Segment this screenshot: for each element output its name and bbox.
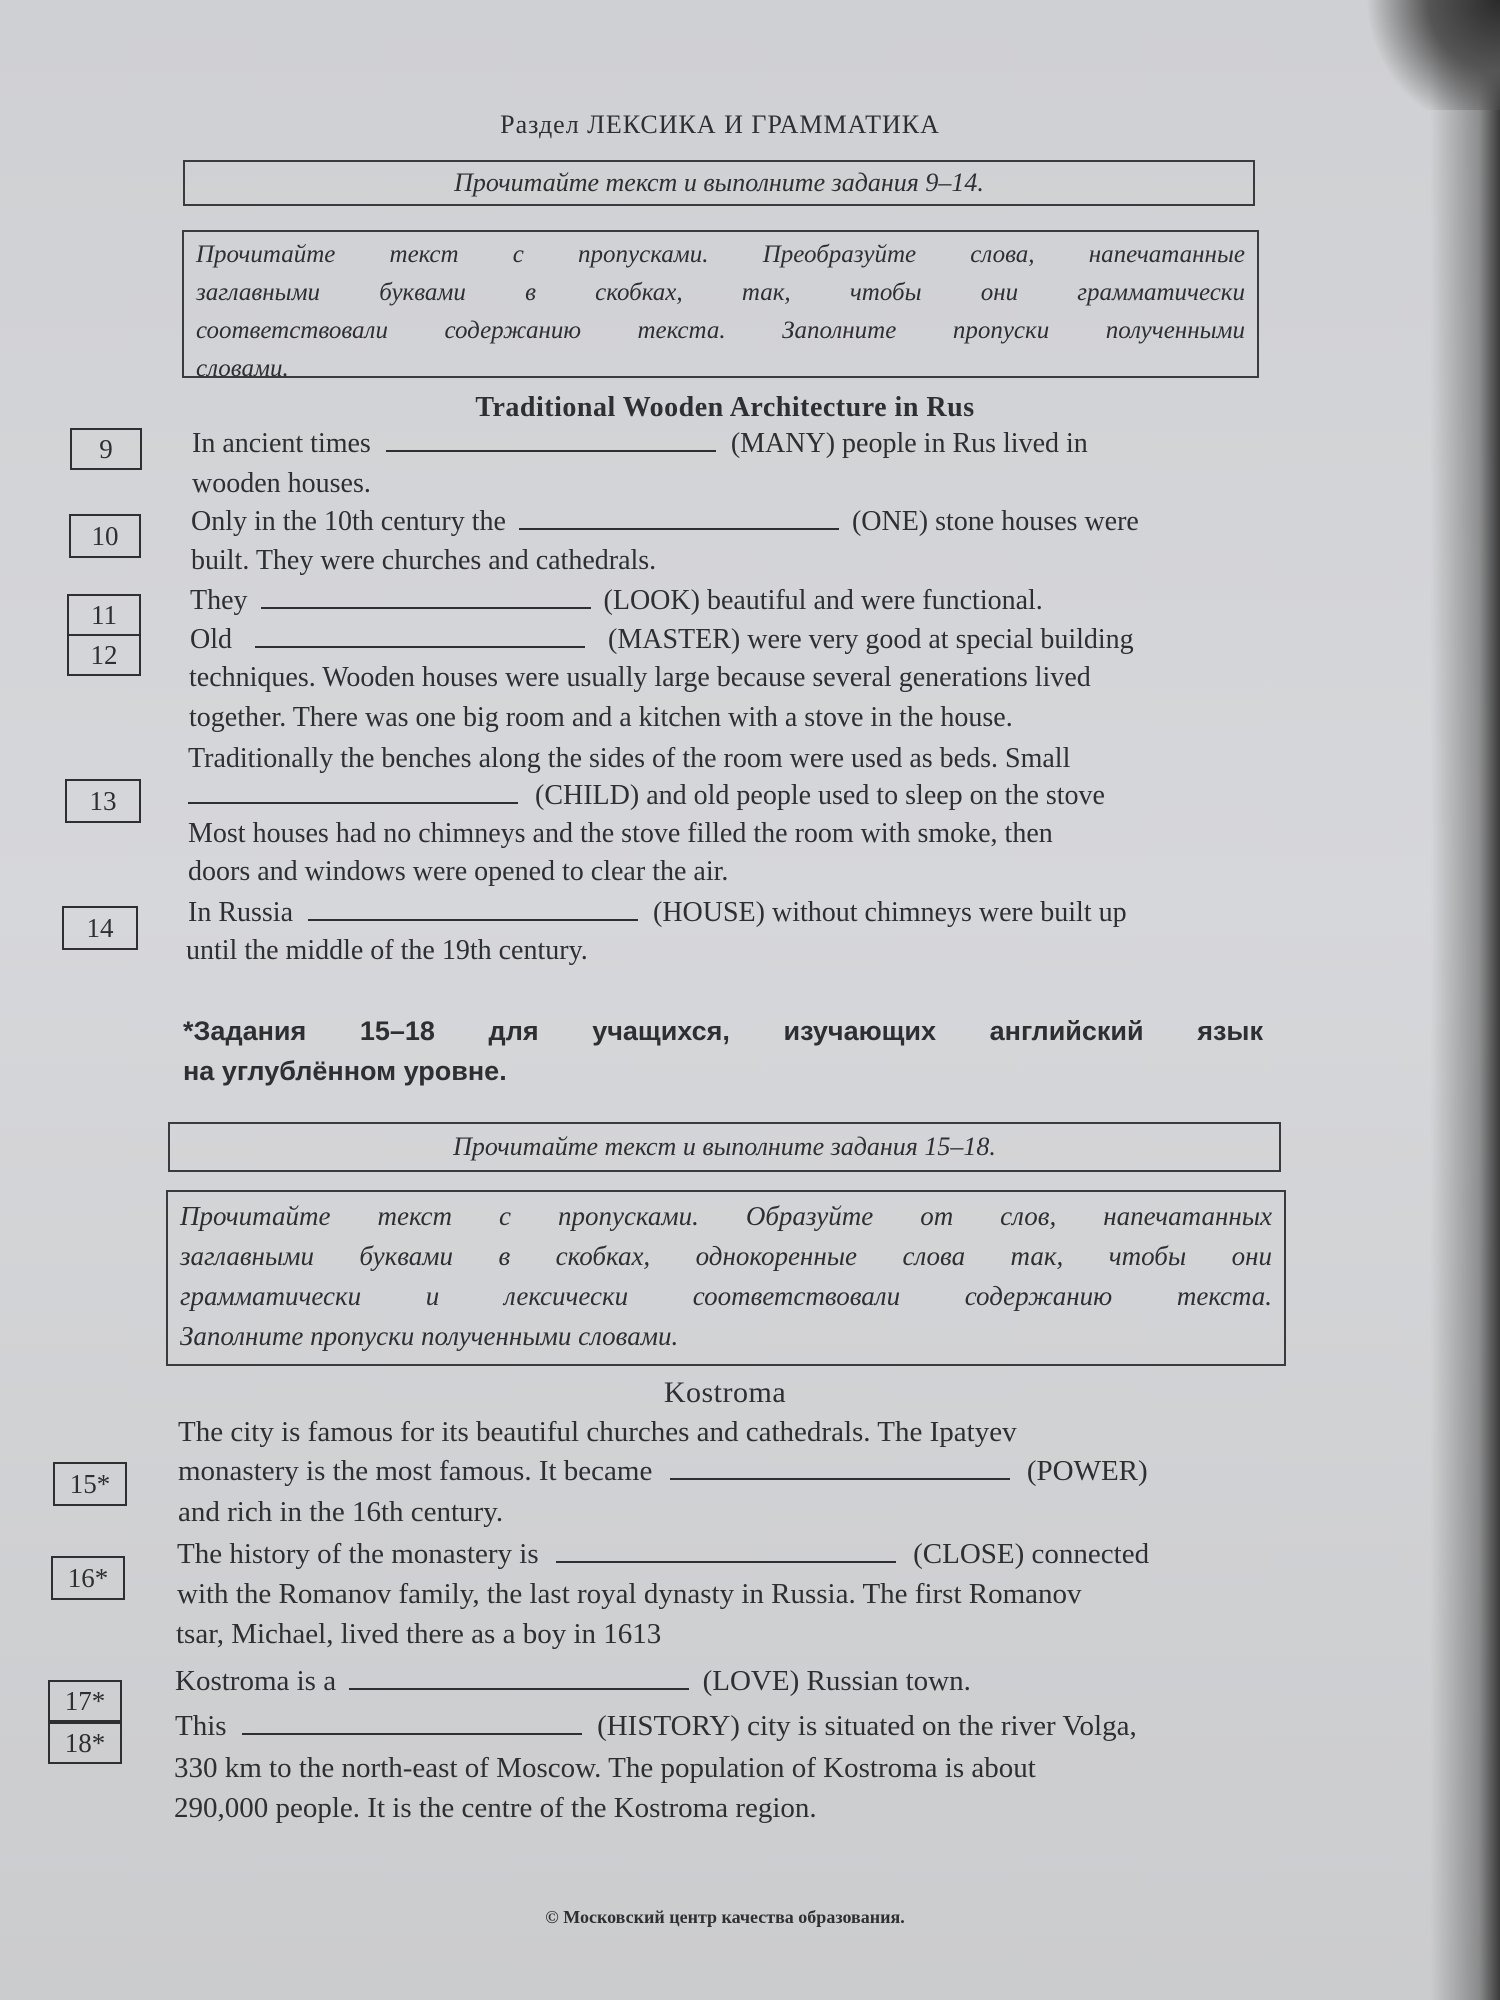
- text1-line: wooden houses.: [192, 468, 371, 499]
- text-fragment: (MANY) people in Rus lived in: [730, 428, 1088, 459]
- text1-line: [190, 585, 1043, 617]
- text1-line: techniques. Wooden houses were usually large because several generations lived: [189, 662, 1091, 693]
- text2-line: 330 km to the north-east of Moscow. The population of Kostroma is about: [174, 1752, 1036, 1784]
- page-edge-shadow: [1430, 0, 1500, 2000]
- text-fragment: In ancient times: [192, 428, 371, 459]
- text1-line: Most houses had no chimneys and the stove filled the room with smoke, then: [188, 818, 1053, 849]
- text-fragment: (CLOSE) connected: [913, 1538, 1150, 1570]
- text2-title: Kostroma: [663, 1376, 787, 1409]
- answer-blank-13[interactable]: [188, 780, 518, 804]
- part1-instructions: [182, 230, 1259, 382]
- text1-line: [192, 428, 1247, 460]
- part2-instr-line-4: Заполните пропуски полученными словами.: [180, 1321, 679, 1351]
- section-title: Раздел ЛЕКСИКА И ГРАММАТИКА: [500, 110, 940, 139]
- text1-line: [188, 780, 1105, 812]
- text1-line: until the middle of the 19th century.: [186, 935, 588, 966]
- text2-line: [178, 1455, 1148, 1488]
- answer-blank-11[interactable]: [261, 585, 591, 609]
- task-number-18: 18*: [48, 1722, 122, 1764]
- answer-blank-12[interactable]: [255, 624, 585, 648]
- text-fragment: Old: [190, 624, 232, 655]
- text1-line: [188, 897, 1127, 929]
- text1-line: together. There was one big room and a kitchen with a stove in the house.: [189, 702, 1013, 733]
- text1-line: doors and windows were opened to clear the air.: [188, 856, 729, 887]
- text-fragment: (MASTER) were very good at special building: [608, 624, 1134, 655]
- text2-line: 290,000 people. It is the centre of the Kostroma region.: [174, 1792, 817, 1824]
- part2-heading: Прочитайте текст и выполните задания 15–18.: [168, 1122, 1281, 1172]
- task-number-15: 15*: [53, 1462, 127, 1506]
- task-number-17: 17*: [48, 1680, 122, 1722]
- text1-line: built. They were churches and cathedrals.: [191, 545, 657, 576]
- answer-blank-15[interactable]: [670, 1456, 1010, 1480]
- task-number-11: 11: [67, 594, 141, 636]
- task-number-10: 10: [69, 514, 141, 558]
- text2-line: The city is famous for its beautiful churches and cathedrals. The Ipatyev: [178, 1416, 1017, 1448]
- task-number-16: 16*: [51, 1556, 125, 1600]
- text2-line: and rich in the 16th century.: [178, 1496, 504, 1528]
- text1-title: Traditional Wooden Architecture in Rus: [475, 392, 975, 423]
- answer-blank-16[interactable]: [556, 1539, 896, 1563]
- text-fragment: (HISTORY) city is situated on the river Volga,: [597, 1710, 1137, 1742]
- text1-line: Traditionally the benches along the sides of the room were used as beds. Small: [188, 743, 1071, 774]
- part1-instr-line-3: соответствовали содержанию текста. Заполните пропуски полученными: [196, 317, 1245, 344]
- text2-line: with the Romanov family, the last royal dynasty in Russia. The first Romanov: [177, 1578, 1082, 1610]
- answer-blank-10[interactable]: [519, 506, 839, 530]
- part2-instr-line-2: заглавными буквами в скобках, однокоренные слова так, чтобы они: [180, 1241, 1272, 1271]
- text-fragment: They: [190, 585, 248, 616]
- task-number-9: 9: [70, 428, 142, 470]
- text2-line: [177, 1538, 1149, 1571]
- text-fragment: (LOOK) beautiful and were functional.: [603, 585, 1043, 616]
- answer-blank-18[interactable]: [242, 1711, 582, 1735]
- text-fragment: (LOVE) Russian town.: [702, 1665, 971, 1697]
- answer-blank-9[interactable]: [386, 428, 716, 452]
- answer-blank-14[interactable]: [308, 897, 638, 921]
- task-number-13: 13: [65, 779, 141, 823]
- answer-blank-17[interactable]: [349, 1666, 689, 1690]
- part2-instr-line-1: Прочитайте текст с пропусками. Образуйте от слов, напечатанных: [180, 1201, 1272, 1231]
- text2-line: tsar, Michael, lived there as a boy in 1613: [176, 1618, 662, 1650]
- text-fragment: Only in the 10th century the: [191, 506, 506, 537]
- part2-instr-line-3: грамматически и лексически соответствовали содержанию текста.: [180, 1281, 1272, 1311]
- text-fragment: (HOUSE) without chimneys were built up: [653, 897, 1127, 928]
- text1-line: [190, 624, 1134, 656]
- text-fragment: monastery is the most famous. It became: [178, 1455, 653, 1487]
- advanced-note-line-1: *Задания 15–18 для учащихся, изучающих английский язык: [183, 1016, 1263, 1046]
- text-fragment: This: [175, 1710, 227, 1742]
- task-number-12: 12: [67, 634, 141, 676]
- task-number-14: 14: [62, 906, 138, 950]
- part1-heading: Прочитайте текст и выполните задания 9–14.: [183, 160, 1255, 206]
- text2-line: [175, 1665, 971, 1698]
- text-fragment: (CHILD) and old people used to sleep on the stove: [535, 780, 1105, 811]
- text1-line: [191, 506, 1139, 538]
- text-fragment: In Russia: [188, 897, 293, 928]
- text2-line: [175, 1710, 1137, 1743]
- text-fragment: Kostroma is a: [175, 1665, 337, 1697]
- footer-copyright: © Московский центр качества образования.: [545, 1907, 905, 1927]
- advanced-note-line-2: на углублённом уровне.: [183, 1056, 507, 1086]
- part1-instr-line-4: словами.: [196, 355, 289, 382]
- text-fragment: (POWER): [1026, 1455, 1148, 1487]
- corner-shadow: [1360, 0, 1500, 110]
- text-fragment: (ONE) stone houses were: [851, 506, 1139, 537]
- text-fragment: The history of the monastery is: [177, 1538, 539, 1570]
- part1-instr-line-2: заглавными буквами в скобках, так, чтобы они грамматически: [196, 279, 1245, 306]
- part1-instr-line-1: Прочитайте текст с пропусками. Преобразуйте слова, напечатанные: [196, 241, 1245, 268]
- part2-instructions: [166, 1190, 1286, 1366]
